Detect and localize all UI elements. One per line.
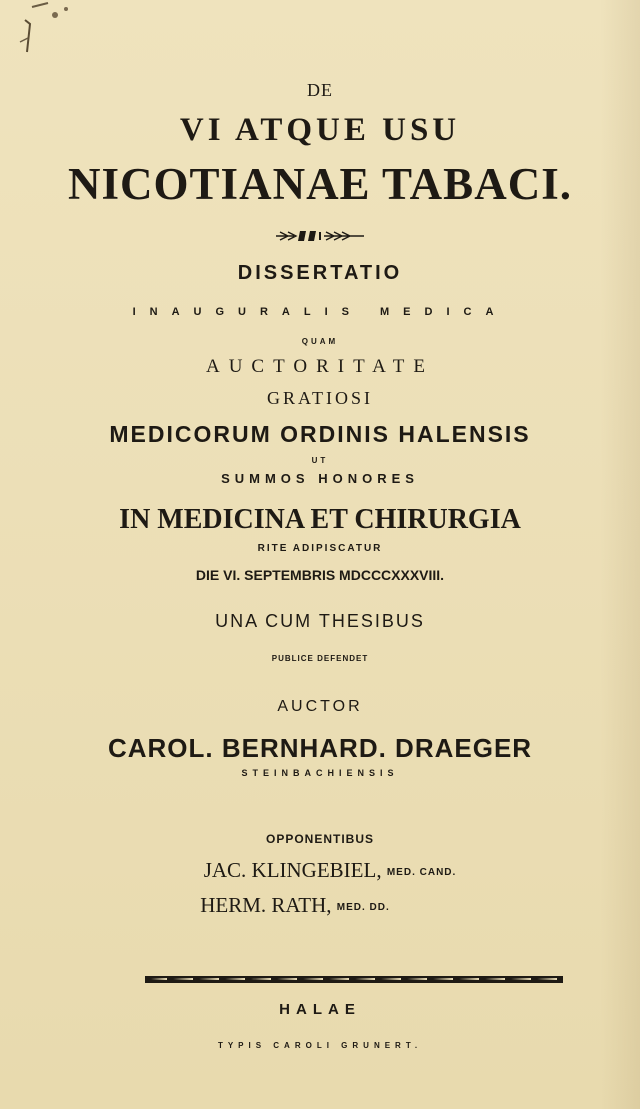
opponent-2-title: MED. DD. xyxy=(336,902,390,913)
dissertatio-heading: DISSERTATIO xyxy=(237,262,403,284)
fleuron-divider-icon xyxy=(0,228,640,244)
una-cum-thesibus-line: UNA CUM THESIBUS xyxy=(215,611,425,631)
gratiosi-line: GRATIOSI xyxy=(266,388,373,408)
place-of-printing: HALAE xyxy=(279,1001,361,1018)
opponent-1-title: MED. CAND. xyxy=(386,867,457,878)
pencil-marks-icon xyxy=(10,2,80,62)
opponent-1 xyxy=(0,858,640,883)
quam-line: QUAM xyxy=(301,337,339,346)
medicina-chirurgia-line: IN MEDICINA ET CHIRURGIA xyxy=(119,504,521,535)
auctor-label: AUCTOR xyxy=(277,698,363,715)
inauguralis-medica: INAUGURALIS MEDICA xyxy=(132,306,508,318)
author-origin: STEINBACHIENSIS xyxy=(241,768,399,778)
author-name: CAROL. BERNHARD. DRAEGER xyxy=(107,733,533,763)
decorative-rule-icon xyxy=(145,975,563,985)
ut-line: UT xyxy=(311,456,329,465)
publice-defendet-line: PUBLICE DEFENDET xyxy=(271,654,369,663)
title-prefix: DE xyxy=(307,80,333,100)
summos-honores-line: SUMMOS HONORES xyxy=(221,471,419,486)
opponentibus-label: OPPONENTIBUS xyxy=(265,832,374,846)
title-line-1: VI ATQUE USU xyxy=(179,112,461,148)
opponent-2 xyxy=(0,893,640,918)
faculty-line: MEDICORUM ORDINIS HALENSIS xyxy=(109,421,531,447)
defense-date-line: DIE VI. SEPTEMBRIS MDCCCXXXVIII. xyxy=(195,567,445,583)
opponent-1-name: JAC. KLINGEBIEL, xyxy=(203,858,382,882)
opponent-2-name: HERM. RATH, xyxy=(200,893,332,917)
rite-adipiscatur-line: RITE ADIPISCATUR xyxy=(257,543,383,554)
printer-line: TYPIS CAROLI GRUNERT. xyxy=(217,1041,423,1050)
title-line-2: NICOTIANAE TABACI. xyxy=(68,159,572,209)
auctoritate-line: AUCTORITATE xyxy=(205,356,434,377)
